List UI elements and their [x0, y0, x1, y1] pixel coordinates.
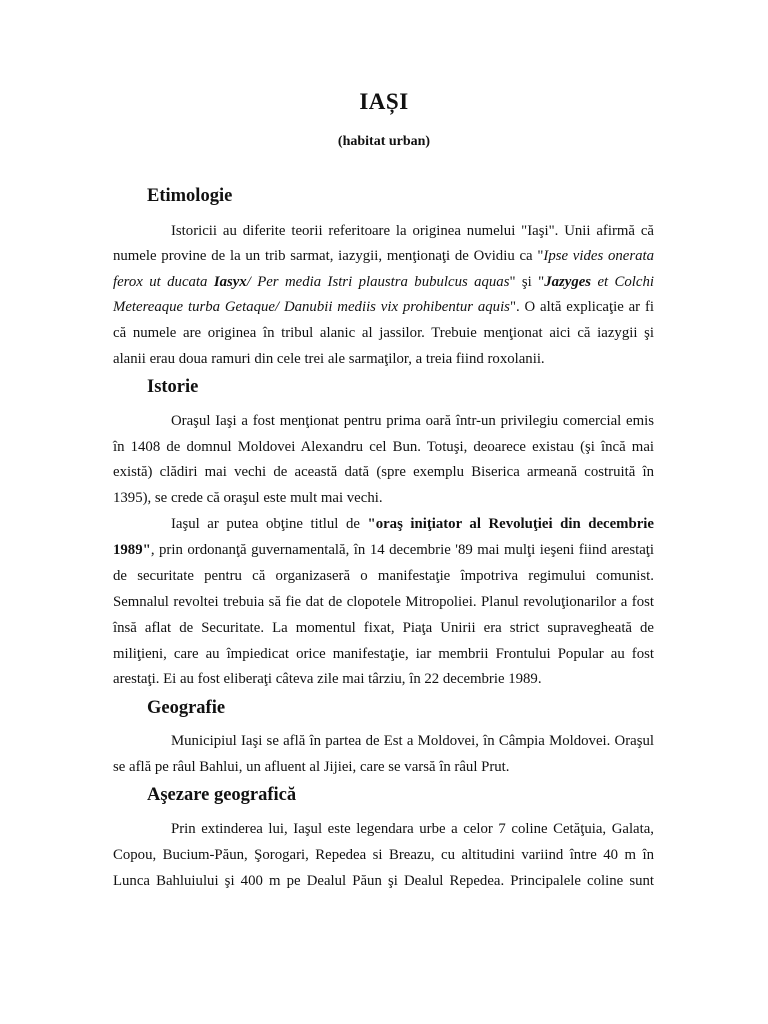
istorie-p2-line-3: de securitate pentru că organizaseră o manifestaţie împotriva regimului comunist. [113, 568, 654, 584]
istorie-p2-line-2: 1989", prin ordonanţă guvernamentală, în 14 decembrie '89 mai mulţi ieşeni fiind arestaţi [113, 542, 654, 558]
asezare-line-2: Copou, Bucium-Păun, Şorogari, Repedea si Breazu, cu altitudini variind între 40 m în [113, 847, 654, 863]
etimologie-line-6: alanii erau doua ramuri din cele trei ale sarmaţilor, a treia fiind roxolanii. [113, 351, 545, 367]
istorie-p1-line-3: există) clădiri mai vechi de această dată (spre exemplu Biserica armeană costruită în [113, 464, 654, 480]
istorie-p2-line-7: arestaţi. Ei au fost eliberaţi câteva zile mai târziu, în 22 decembrie 1989. [113, 671, 542, 687]
heading-istorie: Istorie [147, 377, 199, 397]
geografie-line-2: se află pe râul Bahlui, un afluent al Jijiei, care se varsă în râul Prut. [113, 759, 510, 775]
istorie-p2-line-5: însă aflat de Securitate. La momentul fixat, Piaţa Unirii era strict supravegheată de [113, 620, 654, 636]
etimologie-line-4: Metereaque turba Getaque/ Danubii mediis vix prohibentur aquis". O altă explicaţie ar fi [113, 299, 654, 315]
istorie-p2-line-6: miliţieni, care au împiedicat orice manifestaţie, iar membrii Frontului Popular au fost [113, 646, 654, 662]
etimologie-line-5: că numele are originea în tribul alanic al jassilor. Trebuie menţionat aici că iazygii şi [113, 325, 654, 341]
istorie-p2-line-4: Semnalul revoltei trebuia să fie dat de clopotele Mitropoliei. Planul revoluţionarilor a fost [113, 594, 654, 610]
istorie-p1-line-2: în 1408 de domnul Moldovei Alexandru cel Bun. Totuşi, deoarece existau (şi încă mai [113, 439, 654, 455]
heading-etimologie: Etimologie [147, 186, 233, 206]
asezare-line-3: Lunca Bahluiului şi 400 m pe Dealul Păun şi Dealul Repedea. Principalele coline sunt [113, 873, 654, 889]
heading-asezare-geografica: Aşezare geografică [147, 785, 297, 805]
istorie-p2-line-1: Iaşul ar putea obţine titlul de "oraş iniţiator al Revoluţiei din decembrie [171, 516, 654, 532]
etimologie-line-2: numele provine de la un trib sarmat, iazygii, menţionaţi de Ovidiu ca "Ipse vides onerata [113, 248, 654, 264]
etimologie-line-3: ferox ut ducata Iasyx/ Per media Istri plaustra bubulcus aquas" şi "Jazyges et Colchi [113, 274, 654, 290]
geografie-line-1: Municipiul Iaşi se află în partea de Est a Moldovei, în Câmpia Moldovei. Oraşul [171, 733, 654, 749]
istorie-p1-line-4: 1395), se crede că oraşul este mult mai vechi. [113, 490, 383, 506]
document-title: IAȘI [359, 89, 409, 114]
etimologie-line-1: Istoricii au diferite teorii referitoare la originea numelui "Iaşi". Unii afirmă că [171, 223, 654, 239]
istorie-p1-line-1: Oraşul Iaşi a fost menţionat pentru prima oară într-un privilegiu comercial emis [171, 413, 654, 429]
asezare-line-1: Prin extinderea lui, Iaşul este legendara urbe a celor 7 coline Cetăţuia, Galata, [171, 821, 654, 837]
document-subtitle: (habitat urban) [337, 134, 431, 149]
heading-geografie: Geografie [147, 698, 226, 718]
